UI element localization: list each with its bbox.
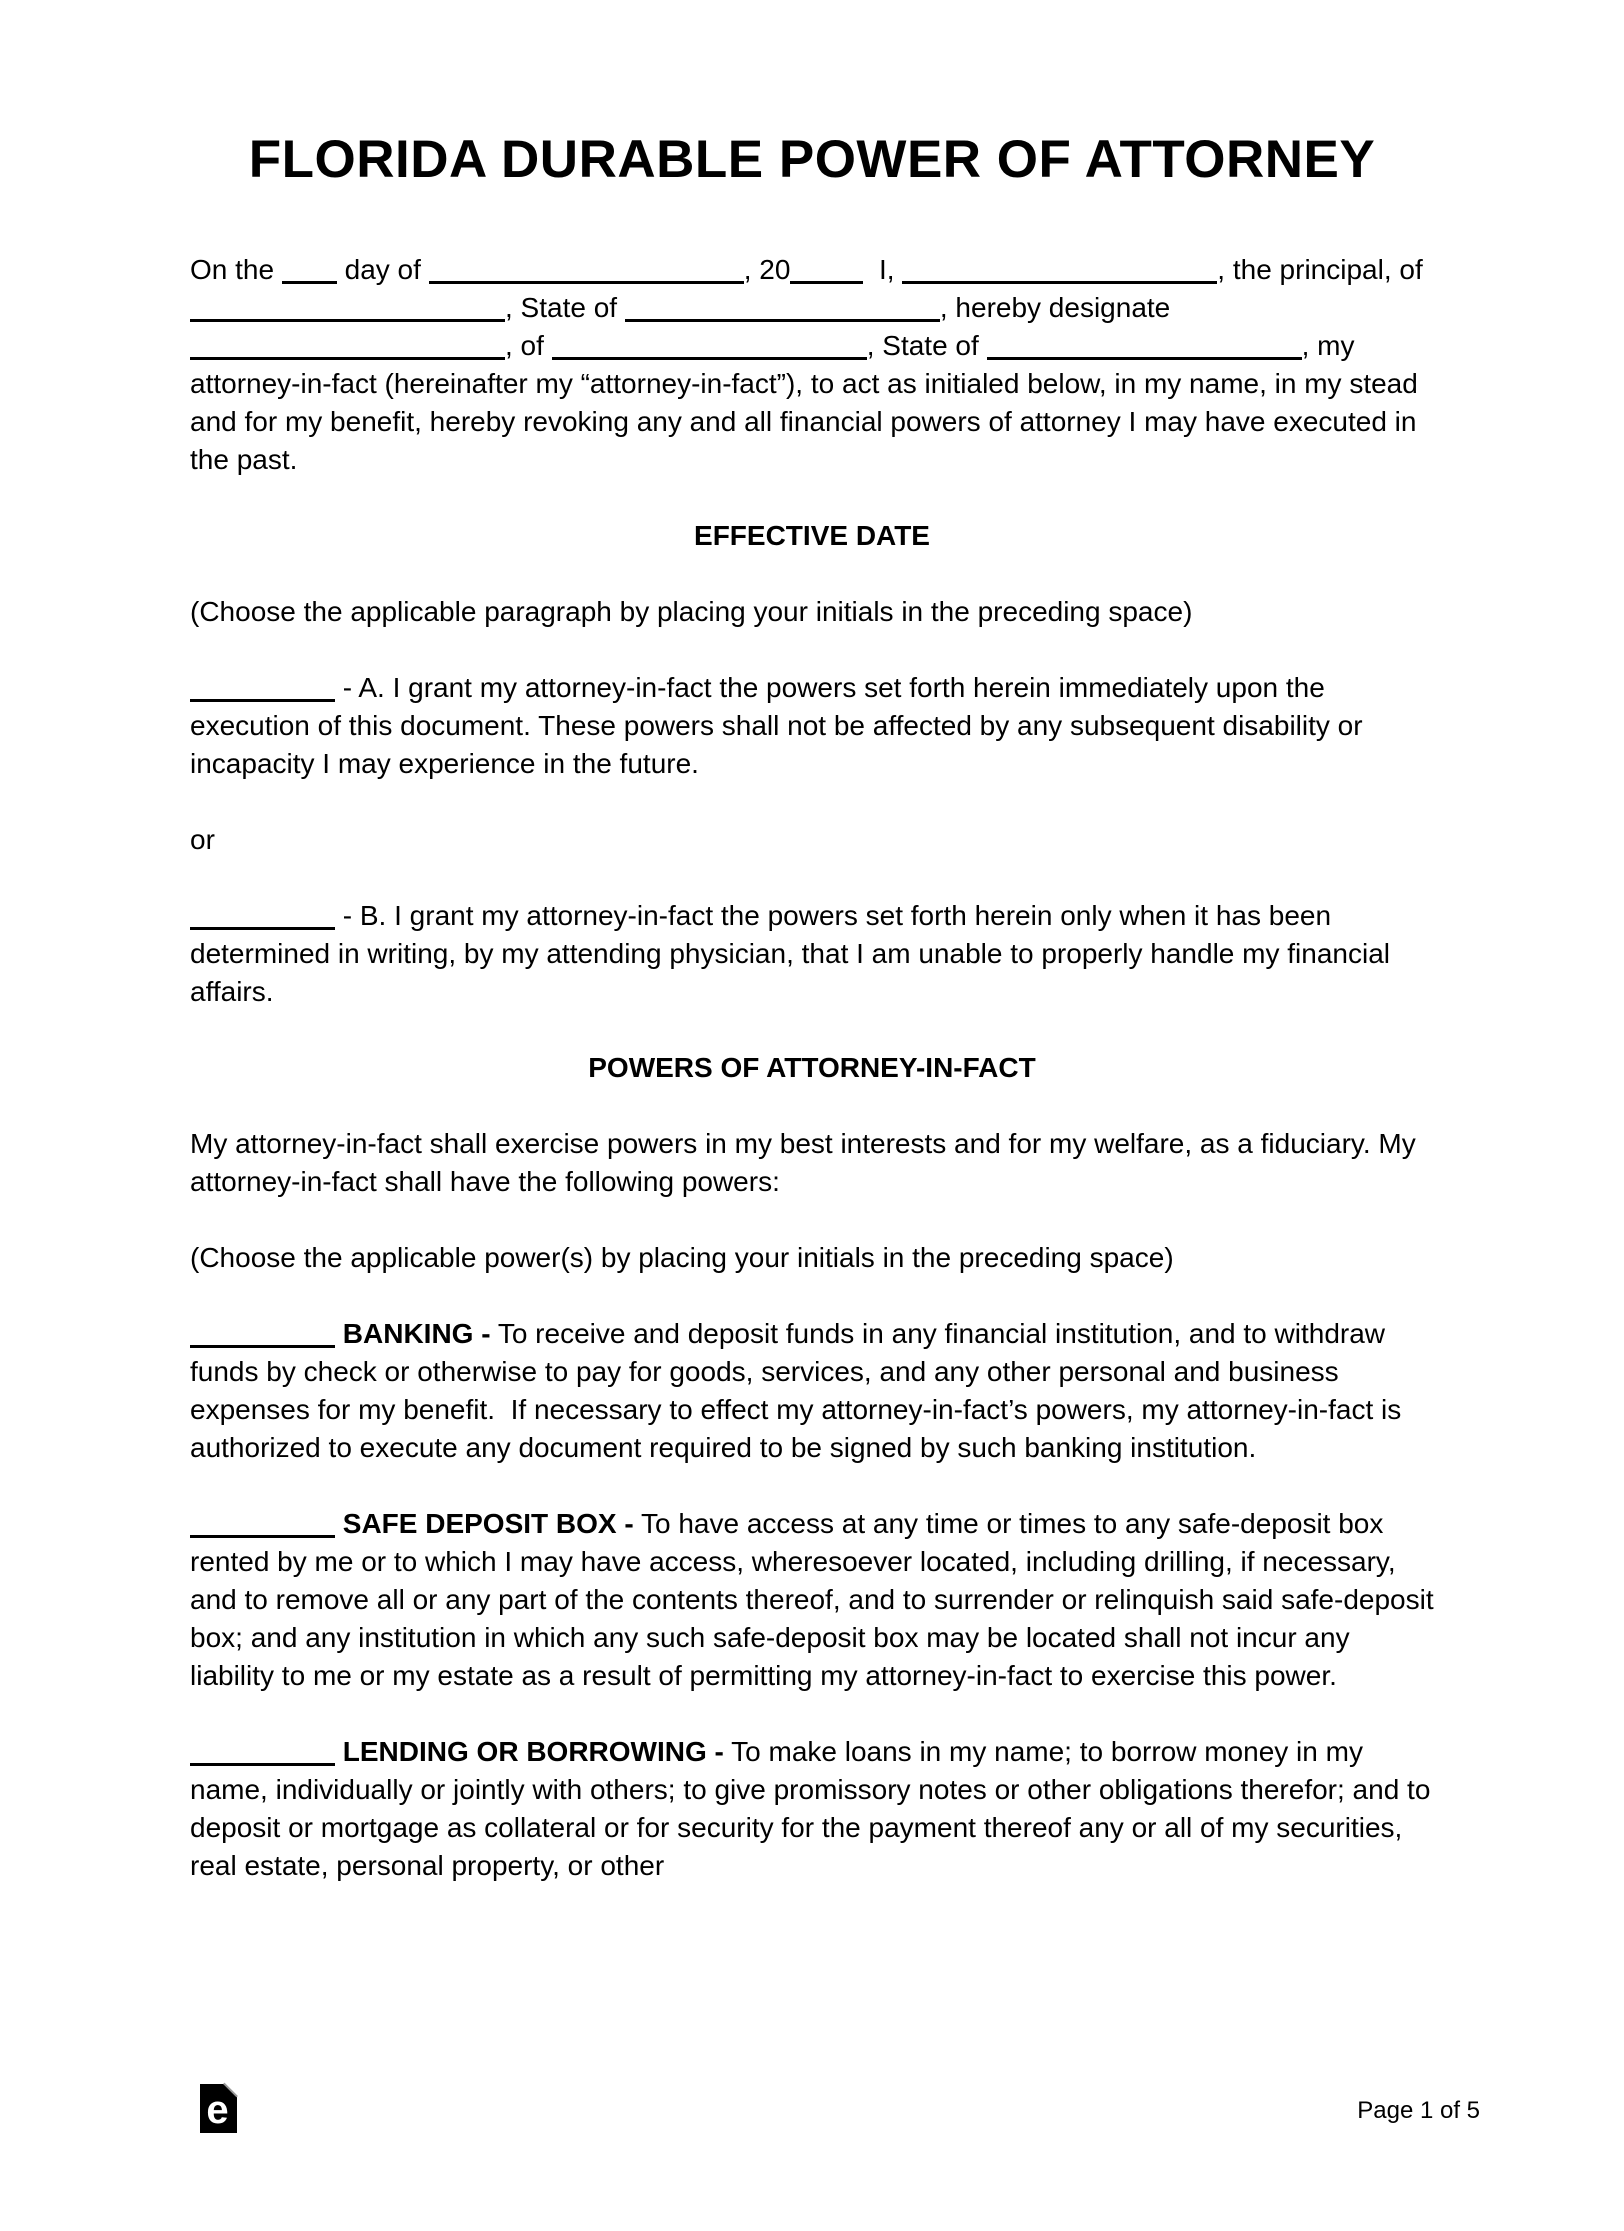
paragraph — [190, 821, 1434, 859]
text-run: , the principal, of — [1217, 254, 1431, 286]
text-run — [335, 1508, 343, 1539]
blank-line — [552, 357, 867, 360]
blank-line — [190, 1535, 335, 1538]
document-content — [0, 130, 1624, 1885]
text-run: - B. I grant my attorney-in-fact the powers set forth herein only when it has been determined in writing, by my attending physician, that I am unable to properly handle my financial affairs. — [190, 900, 1398, 1008]
blank-line — [429, 281, 744, 284]
paragraph — [190, 1505, 1442, 1695]
paragraph — [190, 1315, 1434, 1467]
text-run: day of — [336, 254, 429, 286]
text-run: - A. I grant my attorney-in-fact the powers set forth herein immediately upon the execution of this document. These powers shall not be affected by any subsequent disability or incapacity I may experience in the future. — [190, 672, 1371, 780]
blank-line — [190, 699, 335, 702]
text-run: To receive and deposit funds in any financial institution, and to withdraw funds by check or otherwise to pay for goods, services, and any other personal and business expenses for my benefit. If necessary to effect my attorney-in-fact’s powers, my attorney-in-fact is authorized to execute any document required to be signed by such banking institution. — [190, 1318, 1410, 1464]
text-run: (Choose the applicable power(s) by placing your initials in the preceding space) — [190, 1242, 1174, 1274]
section-heading: EFFECTIVE DATE — [694, 520, 930, 552]
blank-line — [190, 319, 505, 322]
text-run: On the — [190, 254, 282, 286]
power-label: LENDING OR BORROWING - — [342, 1736, 724, 1768]
blank-line — [902, 281, 1217, 284]
text-run: , my attorney-in-fact (hereinafter my “attorney-in-fact”), to act as initialed below, in my name, in my stead and for my benefit, hereby revoking any and all financial powers of attorney I may have executed in the past. — [190, 330, 1426, 476]
paragraph — [190, 1239, 1434, 1277]
text-run — [335, 1318, 343, 1349]
text-run: To have access at any time or times to any safe-deposit box rented by me or to which I may have access, wheresoever located, including drilling, if necessary, and to remove all or any part of the contents thereof, and to surrender or relinquish said safe-deposit box; and any institution in which any such safe-deposit box may be located shall not incur any liability to me or my estate as a result of permitting my attorney-in-fact to exercise this power. — [190, 1508, 1442, 1692]
blank-line — [790, 281, 863, 284]
page-title: FLORIDA DURABLE POWER OF ATTORNEY — [248, 130, 1376, 189]
blank-line — [190, 927, 335, 930]
eforms-logo — [200, 2084, 237, 2133]
text-run: I, — [863, 254, 903, 286]
power-label: SAFE DEPOSIT BOX - — [342, 1508, 634, 1540]
paragraph — [190, 593, 1434, 631]
blank-line — [282, 281, 337, 284]
text-run: My attorney-in-fact shall exercise powers in my best interests and for my welfare, as a fiduciary. My attorney-in-fact shall have the following powers: — [190, 1128, 1424, 1198]
blank-line — [625, 319, 940, 322]
eforms-logo-letter: e — [206, 2088, 229, 2132]
blank-line — [190, 357, 505, 360]
text-run: , State of — [866, 330, 987, 362]
blank-line — [190, 1763, 335, 1766]
paragraph — [190, 251, 1434, 479]
page-number: Page 1 of 5 — [1357, 2097, 1480, 2124]
paragraph — [190, 1733, 1439, 1885]
paragraph — [190, 669, 1434, 783]
power-label: BANKING - — [342, 1318, 491, 1350]
paragraph — [190, 1125, 1434, 1201]
blank-line — [190, 1345, 335, 1348]
text-run: To make loans in my name; to borrow money in my name, individually or jointly with others; to give promissory notes or other obligations therefor; and to deposit or mortgage as collateral or for security for the payment thereof any or all of my securities, real estate, personal property, or other — [190, 1736, 1439, 1882]
text-run: or — [190, 824, 215, 856]
document-body — [190, 251, 1442, 1885]
section-heading: POWERS OF ATTORNEY-IN-FACT — [588, 1052, 1036, 1084]
text-run: , 20 — [743, 254, 791, 286]
blank-line — [987, 357, 1302, 360]
document-page — [0, 130, 1624, 2231]
text-run: , hereby designate — [939, 292, 1179, 324]
text-run — [335, 1736, 343, 1767]
text-run: (Choose the applicable paragraph by placing your initials in the preceding space) — [190, 596, 1193, 628]
paragraph — [190, 897, 1434, 1011]
text-run: , State of — [505, 292, 625, 324]
text-run: , of — [505, 330, 552, 362]
